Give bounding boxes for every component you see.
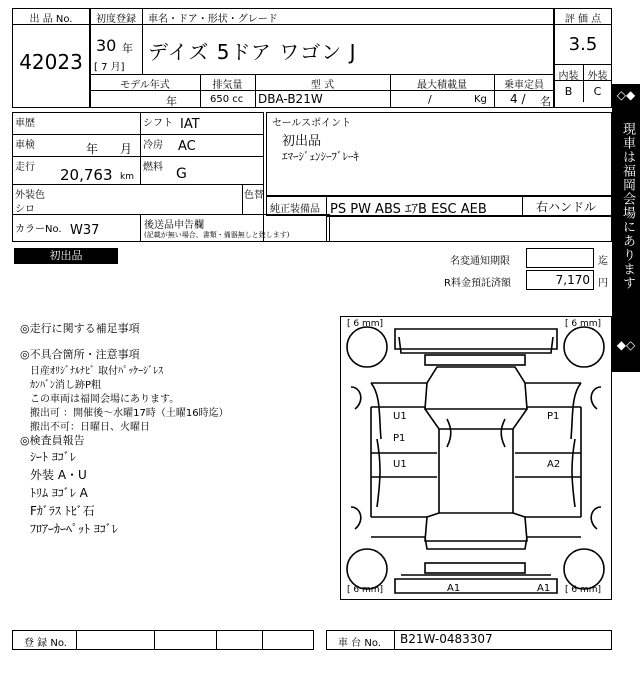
- car-name-label: 車名・ドア・形状・グレード: [148, 14, 278, 25]
- name-change-deadline-field: [526, 248, 594, 268]
- ac-label: 冷房: [143, 140, 163, 151]
- interior-label: 内装: [558, 71, 579, 82]
- tire-unit-rr: mm]: [579, 585, 602, 595]
- exterior-color-label: 外装色: [15, 190, 45, 201]
- inspection-year-unit: 年: [86, 142, 99, 156]
- tire-unit-rl: mm]: [361, 585, 384, 595]
- max-load-label: 最大積載量: [417, 80, 467, 91]
- capacity-unit: 名: [540, 95, 551, 108]
- first-registration-year: 30: [96, 36, 117, 55]
- damage-mark-p1-left: P1: [393, 433, 406, 444]
- max-load-unit: Kg: [474, 94, 487, 105]
- overall-score: 3.5: [568, 34, 598, 55]
- shift-label: シフト: [143, 118, 173, 129]
- color-change-label: 色替: [244, 190, 264, 201]
- first-listing-badge: 初出品: [14, 248, 118, 264]
- banner-diamonds-top: ◇◆: [616, 88, 636, 102]
- displacement-label: 排気量: [212, 80, 243, 91]
- mileage-label: 走行: [15, 162, 35, 173]
- tire-unit-fr: mm]: [579, 319, 602, 329]
- displacement: 650 cc: [210, 94, 244, 105]
- defect-line-4: 搬出可 ：開催後～水曜17時（土曜16時迄）: [30, 408, 229, 419]
- tire-rear-right: [ 6: [565, 585, 580, 595]
- mileage: 20,763: [60, 166, 113, 184]
- chassis-number: B21W-0483307: [400, 632, 493, 646]
- capacity: 4 /: [510, 92, 526, 106]
- damage-mark-a1-left: A1: [447, 583, 461, 594]
- type-label: 型 式: [310, 80, 335, 91]
- banner-text: 現車は福岡会場にあります: [620, 122, 635, 290]
- tire-unit-fl: mm]: [361, 319, 384, 329]
- damage-mark-u1-left: U1: [393, 459, 407, 470]
- recycle-fee: 7,170: [555, 273, 590, 287]
- equipment-list: PS PW ABS ｴｱB ESC AEB: [330, 202, 487, 217]
- model-year-label: モデル年式: [120, 80, 170, 91]
- history-label: 車歴: [15, 118, 35, 129]
- model-type: DBA-B21W: [258, 92, 323, 106]
- tire-front-left: [ 6: [347, 319, 362, 329]
- lot-number: 42023: [19, 50, 83, 74]
- first-registration-label: 初度登録: [96, 14, 136, 25]
- driving-notes-title: ◎走行に関する補足事項: [20, 322, 140, 335]
- inspector-line-3: ﾄﾘﾑ ﾖｺﾞﾚ A: [30, 486, 88, 500]
- equipment-extra-box: [326, 216, 612, 242]
- exterior-label: 外装: [587, 71, 608, 82]
- sales-point-label: セールスポイント: [272, 118, 352, 129]
- inspector-line-1: ｼｰﾄ ﾖｺﾞﾚ: [30, 450, 76, 464]
- aftermarket-note: (記載が無い場合、書類・備器無しと致します): [144, 231, 290, 239]
- inspector-line-4: Fｶﾞﾗｽ ﾄﾋﾞ石: [30, 504, 95, 518]
- inspection-month-unit: 月: [120, 142, 133, 156]
- color-no-label: カラーNo.: [15, 224, 62, 235]
- max-load-slash: /: [428, 93, 432, 106]
- car-name: デイズ 5ドア ワゴン J: [148, 40, 357, 64]
- recycle-fee-unit: 円: [598, 278, 608, 289]
- defect-line-5: 搬出不可：日曜日、火曜日: [30, 422, 150, 433]
- registration-number-label: 登 録 No.: [24, 638, 67, 649]
- sales-point-line1: 初出品: [282, 134, 322, 149]
- tire-rear-left: [ 6: [347, 585, 362, 595]
- inspector-report-title: ◎検査員報告: [20, 434, 85, 447]
- fuel: G: [176, 166, 187, 182]
- interior-grade: B: [564, 85, 573, 98]
- chassis-number-label: 車 台 No.: [338, 638, 381, 649]
- color-no: W37: [70, 223, 100, 238]
- model-year-unit: 年: [166, 95, 177, 108]
- damage-diagram: [340, 316, 612, 600]
- year-unit: 年: [122, 42, 133, 55]
- location-banner: [612, 84, 640, 372]
- damage-mark-a1-right: A1: [537, 583, 551, 594]
- inspector-line-5: ﾌﾛｱｰｶｰﾍﾟｯﾄ ﾖｺﾞﾚ: [30, 522, 118, 536]
- exterior-color: シロ: [15, 204, 35, 215]
- defect-line-1: 日産ｵﾘｼﾞﾅﾙﾅﾋﾞ 取付ﾊﾟｯｹｰｼﾞﾚｽ: [30, 366, 164, 377]
- banner-diamonds-bottom: ◆◇: [616, 338, 636, 352]
- defects-title: ◎不具合箇所・注意事項: [20, 348, 140, 361]
- damage-mark-p1-right: P1: [547, 411, 560, 422]
- damage-mark-u1-top: U1: [393, 411, 407, 422]
- damage-mark-a2-right: A2: [547, 459, 561, 470]
- inspection-label: 車検: [15, 140, 35, 151]
- lot-number-label: 出 品 No.: [29, 14, 73, 25]
- name-change-deadline-label: 名変通知期限: [450, 256, 510, 267]
- inspector-line-2: 外装 A・U: [30, 468, 87, 482]
- defect-line-3: この車両は福岡会場にあります。: [30, 394, 180, 405]
- exterior-grade: C: [593, 85, 602, 98]
- mileage-unit: km: [120, 172, 134, 182]
- equipment-label: 純正装備品: [270, 204, 320, 215]
- grade-label: 評 価 点: [564, 14, 602, 25]
- capacity-label: 乗車定員: [504, 80, 544, 91]
- fuel-label: 燃料: [143, 162, 163, 173]
- recycle-fee-label: R料金預託済額: [444, 278, 511, 289]
- name-change-deadline-unit: 迄: [598, 256, 608, 267]
- sales-point-line2: ｴﾏｰｼﾞｪﾝｼｰﾌﾞﾚｰｷ: [282, 150, 359, 163]
- aftermarket-label: 後送品申告欄: [144, 220, 204, 231]
- ac: AC: [178, 139, 196, 154]
- tire-front-right: [ 6: [565, 319, 580, 329]
- shift: IAT: [180, 117, 200, 132]
- defect-line-2: ｶﾝﾊﾞﾝ消し跡P粗: [30, 380, 102, 391]
- steering-side: 右ハンドル: [536, 200, 597, 214]
- first-registration-month: [ 7 月]: [94, 62, 125, 73]
- car-outline-icon: [341, 317, 611, 599]
